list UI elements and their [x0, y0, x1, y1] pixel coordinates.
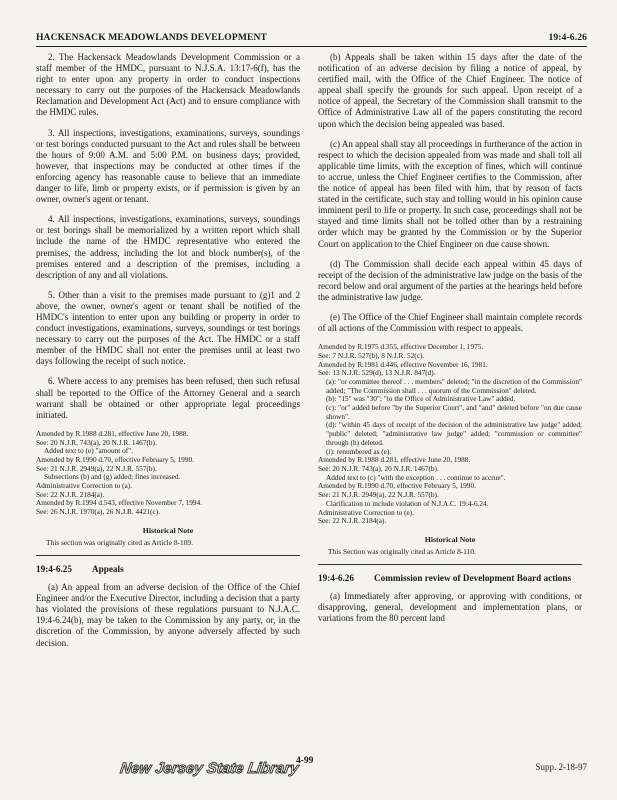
historical-note-text: This section was originally cited as Article 8-109. — [46, 537, 193, 547]
amendment-line: Amended by R.1988 d.281, effective June 20, 1988. — [318, 455, 471, 465]
section-heading — [36, 564, 300, 575]
paragraph: (a) Immediately after approving, or approving with conditions, or disapproving, general, development and implementation plans, or variations from the 80 percent land — [318, 591, 582, 624]
amendment-line: Administrative Correction to (e). — [318, 507, 415, 517]
section-divider — [318, 564, 582, 565]
amendment-line: Added text to (c) "with the exception . . . continue to accrue". — [326, 472, 506, 482]
amendment-line: (b): "15" was "30"; "to the Office of Administrative Law" added. — [326, 394, 516, 404]
section-number: 19:4-6.25 — [36, 563, 72, 574]
paragraph: 6. Where access to any premises has been refused, then such refusal shall be reported to the Office of the Attorney General and a search warrant shall be obtained or other appropriate legal proceedings initiated. — [36, 376, 300, 420]
amendment-line: Clarification to include violation of N.J.A.C. 19:4-6.24. — [326, 498, 489, 508]
amendment-line: See: 7 N.J.R. 527(b), 8 N.J.R. 52(c). — [318, 350, 425, 360]
amendment-line: Amended by R.1990 d.70, effective February 5, 1990. — [318, 481, 476, 491]
amendment-line: See: 20 N.J.R. 743(a), 20 N.J.R. 1467(b). — [318, 464, 439, 473]
header-title: HACKENSACK MEADOWLANDS DEVELOPMENT — [36, 32, 268, 43]
historical-note-text: This Section was originally cited as Article 8-110. — [328, 547, 476, 557]
amendment-line: Amended by R.1994 d.543, effective November 7, 1994. — [36, 498, 203, 508]
running-header — [36, 32, 587, 47]
paragraph: (d) The Commission shall decide each appeal within 45 days of receipt of the decision of the administrative law judge on the basis of the record below and oral argument of the parties at the hearings held before the administrative law judge. — [318, 258, 582, 302]
paragraph: 3. All inspections, investigations, examinations, surveys, soundings or test borings conducted pursuant to the Act and rules shall be between the hours of 9:00 A.M. and 5:00 P.M. on business days; provided, however, that inspections may be conducted at other times if the enforcing agency has reasonable cause to believe that an immediate danger to life, limb or property exists, or if permission is given by an owner, owner's agent or tenant. — [36, 127, 300, 205]
section-number: 19:4-6.26 — [318, 573, 354, 584]
right-column — [318, 52, 582, 633]
paragraph: 2. The Hackensack Meadowlands Development Commission or a staff member of the HMDC, pursuant to N.J.S.A. 13:17-6(f), has the right to enter upon any property in order to conduct inspections necessary to carry out the purposes of the Hackensack Meadowlands Reclamation and Development Act (Act) and to ensure compliance with the HMDC rules. — [36, 52, 300, 118]
amendment-line: Amended by R.1975 d.355, effective December 1, 1975. — [318, 342, 484, 352]
amendment-line: See: 22 N.J.R. 2184(a). — [318, 516, 387, 526]
page-footer — [0, 752, 617, 782]
paragraph: (b) Appeals shall be taken within 15 days after the date of the notification of an adverse decision by filing a notice of appeal, by certified mail, with the Office of the Chief Engineer. The notice of appeal shall specify the grounds for such appeal. Upon receipt of a notice of appeal, the Secretary of the Commission shall transmit to the Office of Administrative Law all of the papers constituting the record upon which the decision being appealed was based. — [318, 52, 582, 129]
paragraph: (a) An appeal from an adverse decision of the Office of the Chief Engineer and/or the Executive Director, including a decision that a party has violated the provisions of these regulations pursuant to N.J.A.C. 19:4-6.24(b), may be taken to the Commission by any party, or, in the discretion of the Commission, by anyone adversely affected by such decision. — [36, 582, 300, 648]
amendment-line: See: 22 N.J.R. 2184(a). — [36, 489, 105, 499]
header-section-number: 19:4-6.26 — [548, 32, 587, 43]
page-number: 4-99 — [296, 756, 314, 766]
amendment-line: See: 21 N.J.R. 2949(a), 22 N.J.R. 557(b). — [318, 490, 439, 500]
left-column — [36, 52, 300, 658]
paragraph: (e) The Office of the Chief Engineer shall maintain complete records of all actions of the Commission with respect to appeals. — [318, 311, 582, 334]
historical-note-title: Historical Note — [142, 525, 194, 535]
paragraph: 4. All inspections, investigations, examinations, surveys, soundings or test borings shall be memorialized by a written report which shall include the name of the HMDC representative who entered the premises, the address, including the lot and block number(s), of the premises entered and a description of the premises, including a description of any and all violations. — [36, 214, 300, 280]
amendment-line: See: 13 N.J.R. 529(d), 13 N.J.R. 847(d). — [318, 368, 436, 378]
amendment-line: (a): "or committee thereof . . . members" deleted; "in the discretion of the Commission" added; "The Commission shall . . . quorum of the Commission" deleted. — [326, 376, 582, 395]
paragraph: 5. Other than a visit to the premises made pursuant to (g)1 and 2 above, the owner, owner's agent or tenant shall be notified of the HMDC's intention to enter upon any building or property in order to conduct investigations, examinations, surveys, soundings or test borings necessary to carry out the purposes of the Act. The HMDC or a staff member of the HMDC shall not enter the premises until at least two days following the receipt of such notice. — [36, 289, 300, 367]
amendment-line: See: 21 N.J.R. 2949(a), 22 N.J.R. 557(b). — [36, 463, 157, 473]
amendment-line: Amended by R.1988 d.281, effective June 20, 1988. — [36, 428, 189, 438]
library-logo-text: New Jersey State Library — [119, 760, 300, 777]
library-logo — [119, 756, 300, 778]
amendment-line: (c): "or" added before "by the Superior Court", and "and" deleted before "on due cause shown". — [326, 403, 582, 421]
section-divider — [36, 555, 300, 556]
amendment-line: Amended by R.1990 d.70, effective February 5, 1990. — [36, 454, 194, 464]
amendment-history — [318, 343, 582, 526]
section-title: Appeals — [92, 563, 124, 574]
amendment-line: Added text to (e) "amount of". — [44, 446, 134, 456]
amendment-line: (i): renumbered as (e). — [326, 446, 392, 456]
amendment-history — [36, 430, 300, 517]
section-title: Commission review of Development Board actions — [374, 573, 572, 584]
amendment-line: (d): "within 45 days of receipt of the decision of the administrative law judge" added; "public" deleted; "administrative law judge" added; "commission or committee" through (h) deleted. — [326, 420, 582, 447]
paragraph: (c) An appeal shall stay all proceedings in furtherance of the action in respect to which the decision appealed from was made and shall toll all applicable time limits, with the exception of fines, which will continue to accrue, unless the Chief Engineer certifies to the Commission, after the notice of appeal has been filed with him, that by reason of facts stated in the certificate, such stay and tolling would in his opinion cause imminent peril to life or property. In such case, proceedings shall not be stayed and time limits shall not be tolled other than by a restraining order which may be granted by the Commission or by the Superior Court on application to the Chief Engineer on due cause shown. — [318, 138, 582, 249]
amendment-line: Subsections (b) and (g) added; fines increased. — [44, 472, 181, 482]
amendment-line: See: 20 N.J.R. 743(a), 20 N.J.R. 1467(b). — [36, 437, 157, 447]
amendment-line: See: 26 N.J.R. 1970(a), 26 N.J.R. 4421(c). — [36, 507, 161, 517]
amendment-line: Amended by R.1981 d.446, effective November 16, 1981. — [318, 359, 488, 369]
supplement-date: Supp. 2-18-97 — [535, 762, 587, 772]
amendment-line: Administrative Correction to (a). — [36, 481, 133, 491]
historical-note-title: Historical Note — [424, 534, 476, 544]
section-heading — [318, 573, 582, 584]
